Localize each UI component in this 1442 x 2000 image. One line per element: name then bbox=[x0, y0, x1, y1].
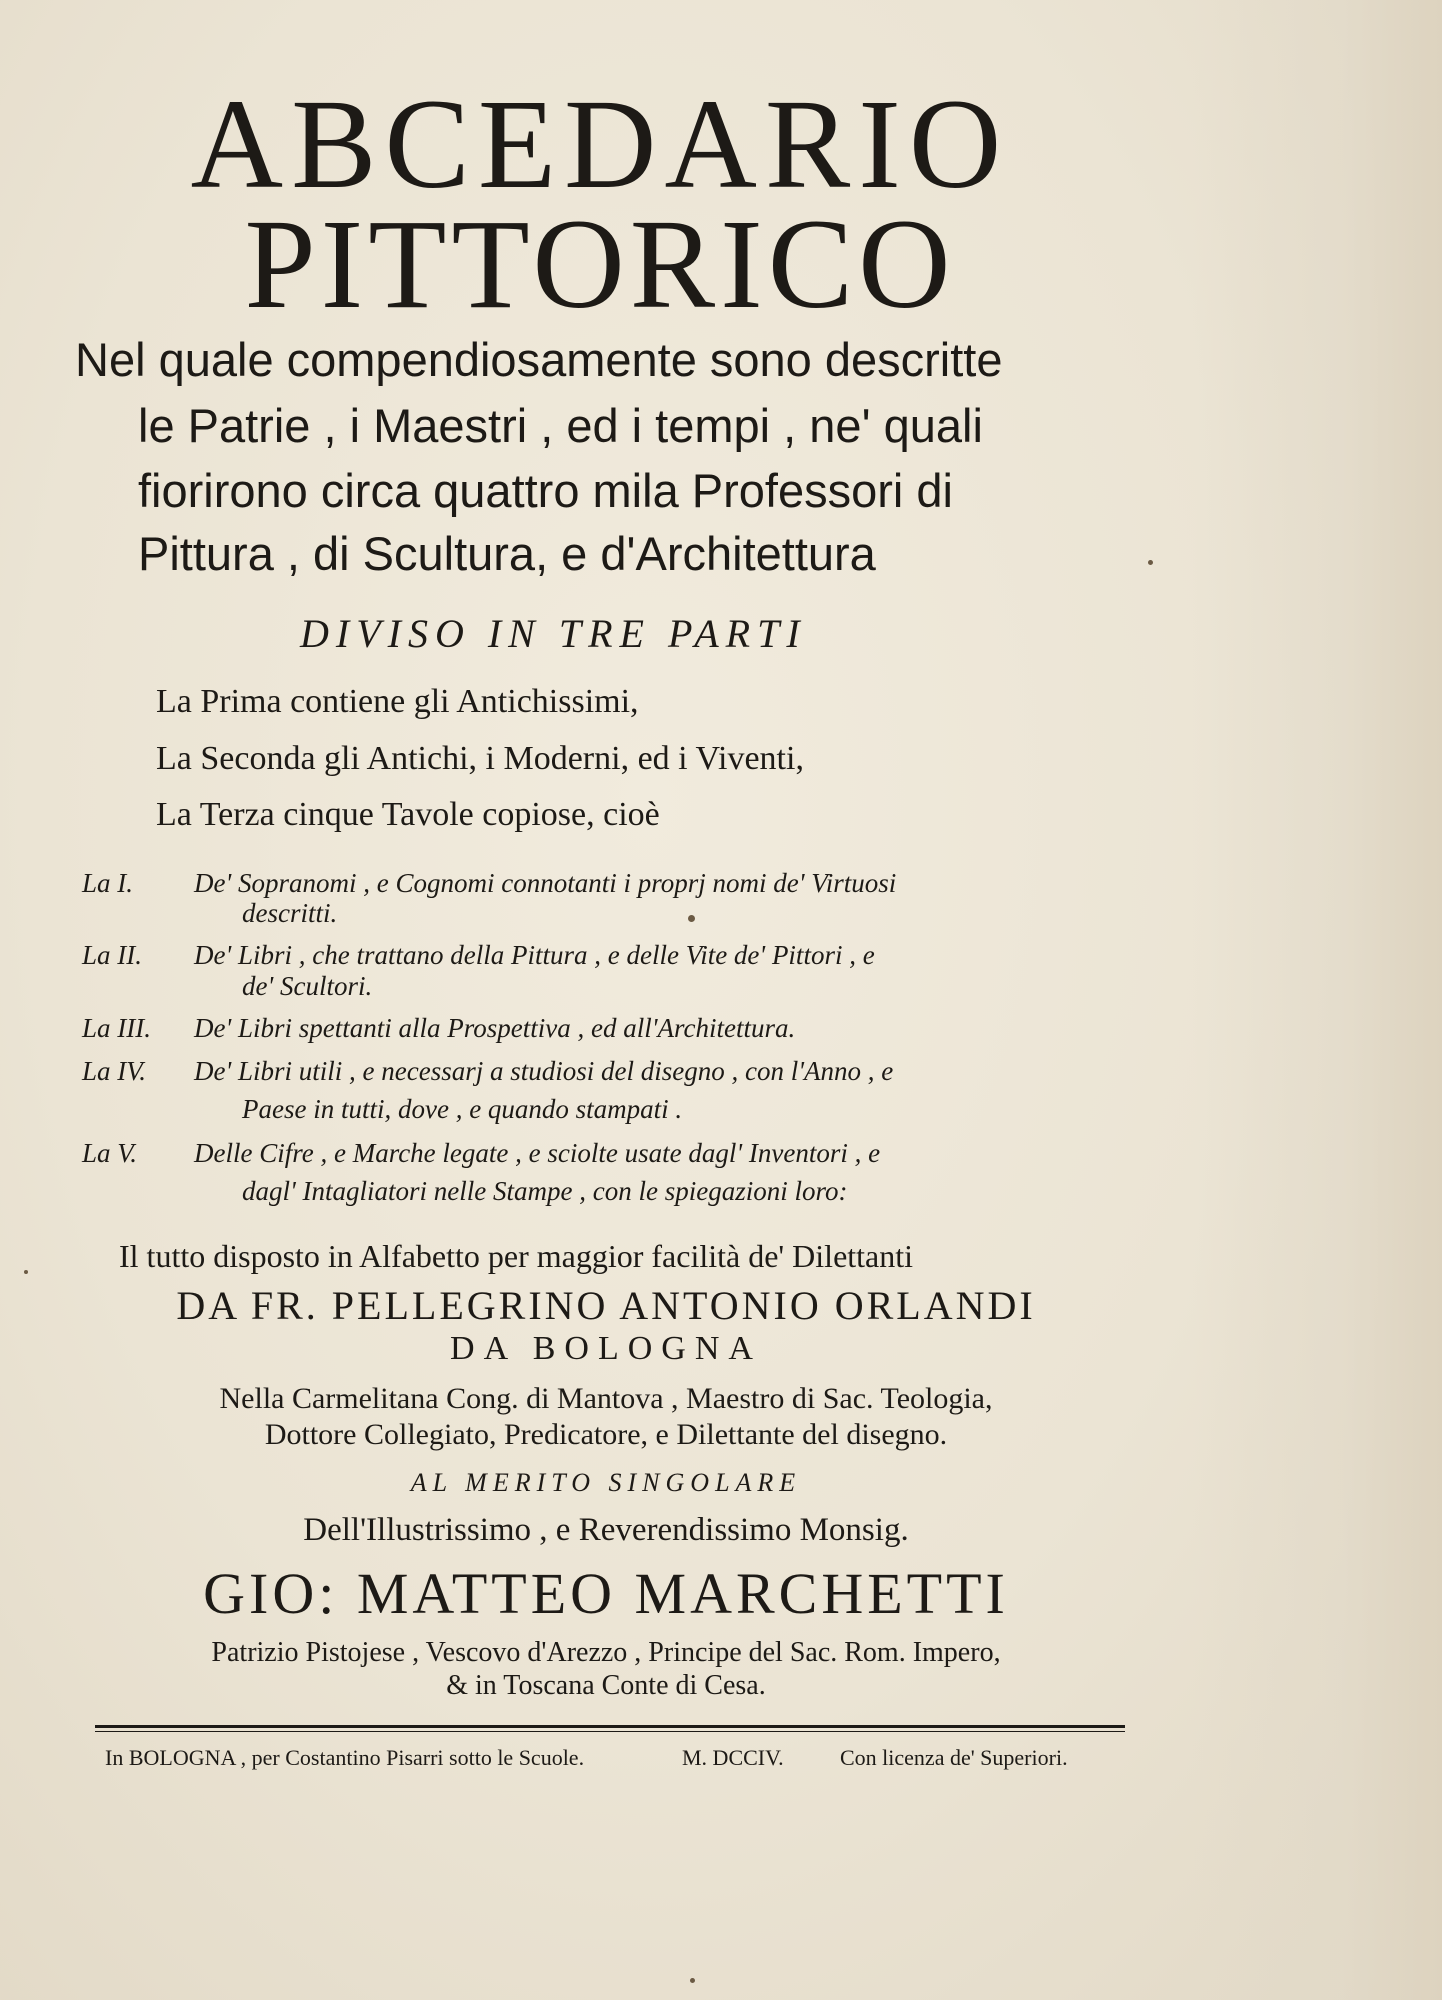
table-text: De' Libri , che trattano della Pittura , e delle Vite de' Pittori , e bbox=[194, 940, 875, 970]
dedicatee-titles-1: Patrizio Pistojese , Vescovo d'Arezzo , Principe del Sac. Rom. Impero, bbox=[211, 1637, 1001, 1668]
imprint-year: M. DCCIV. bbox=[682, 1745, 784, 1770]
title-line-2: PITTORICO bbox=[244, 193, 956, 335]
table-text-cont: de' Scultori. bbox=[242, 971, 373, 1001]
subtitle-line-2: le Patrie , i Maestri , ed i tempi , ne' quali bbox=[138, 399, 983, 452]
author-description-2: Dottore Collegiato, Predicatore, e Dilettante del disegno. bbox=[264, 1418, 948, 1451]
imprint-license: Con licenza de' Superiori. bbox=[840, 1745, 1068, 1770]
table-text-cont: descritti. bbox=[242, 898, 338, 928]
imprint-place: In BOLOGNA , per Costantino Pisarri sotto le Scuole. bbox=[105, 1745, 585, 1770]
subtitle-line-1: Nel quale compendiosamente sono descritte bbox=[75, 333, 1003, 386]
subtitle-line-4: Pittura , di Scultura, e d'Architettura bbox=[138, 527, 876, 580]
subtitle-line-3: fiorirono circa quattro mila Professori di bbox=[138, 464, 953, 517]
author-description-1: Nella Carmelitana Cong. di Mantova , Maestro di Sac. Teologia, bbox=[219, 1382, 993, 1415]
table-number: La II. bbox=[82, 940, 142, 970]
arrangement-note: Il tutto disposto in Alfabetto per maggior facilità de' Dilettanti bbox=[119, 1238, 914, 1274]
paper-speck bbox=[688, 915, 695, 922]
table-text: De' Libri spettanti alla Prospettiva , ed all'Architettura. bbox=[194, 1013, 796, 1043]
table-number: La V. bbox=[82, 1138, 138, 1168]
author-name: DA FR. PELLEGRINO ANTONIO ORLANDI bbox=[176, 1283, 1036, 1328]
imprint-rule-thin bbox=[95, 1731, 1125, 1732]
imprint-rule-thick bbox=[95, 1725, 1125, 1728]
dedicatee-titles-2: & in Toscana Conte di Cesa. bbox=[446, 1670, 766, 1701]
title-line-1: ABCEDARIO bbox=[190, 73, 1010, 215]
paper-speck bbox=[1148, 560, 1153, 565]
division-heading: DIVISO IN TRE PARTI bbox=[300, 611, 807, 656]
part-first: La Prima contiene gli Antichissimi, bbox=[156, 683, 639, 720]
dedication-honorific: Dell'Illustrissimo , e Reverendissimo Monsig. bbox=[303, 1512, 909, 1548]
table-text: De' Libri utili , e necessarj a studiosi del disegno , con l'Anno , e bbox=[194, 1056, 894, 1086]
part-third: La Terza cinque Tavole copiose, cioè bbox=[156, 796, 660, 833]
dedication-heading: AL MERITO SINGOLARE bbox=[410, 1468, 802, 1497]
page-edge-shadow bbox=[1192, 0, 1442, 2000]
paper-speck bbox=[24, 1270, 28, 1274]
table-number: La I. bbox=[82, 868, 134, 898]
author-origin: DA BOLOGNA bbox=[450, 1330, 762, 1367]
table-text-cont: dagl' Intagliatori nelle Stampe , con le spiegazioni loro: bbox=[242, 1176, 848, 1206]
part-second: La Seconda gli Antichi, i Moderni, ed i Viventi, bbox=[156, 740, 804, 777]
paper-speck bbox=[690, 1978, 695, 1983]
table-text: Delle Cifre , e Marche legate , e sciolte usate dagl' Inventori , e bbox=[194, 1138, 881, 1168]
table-text: De' Sopranomi , e Cognomi connotanti i proprj nomi de' Virtuosi bbox=[194, 868, 897, 898]
table-number: La III. bbox=[82, 1013, 151, 1043]
dedicatee-name: GIO: MATTEO MARCHETTI bbox=[203, 1561, 1009, 1626]
table-number: La IV. bbox=[82, 1056, 147, 1086]
table-text-cont: Paese in tutti, dove , e quando stampati . bbox=[242, 1094, 683, 1124]
